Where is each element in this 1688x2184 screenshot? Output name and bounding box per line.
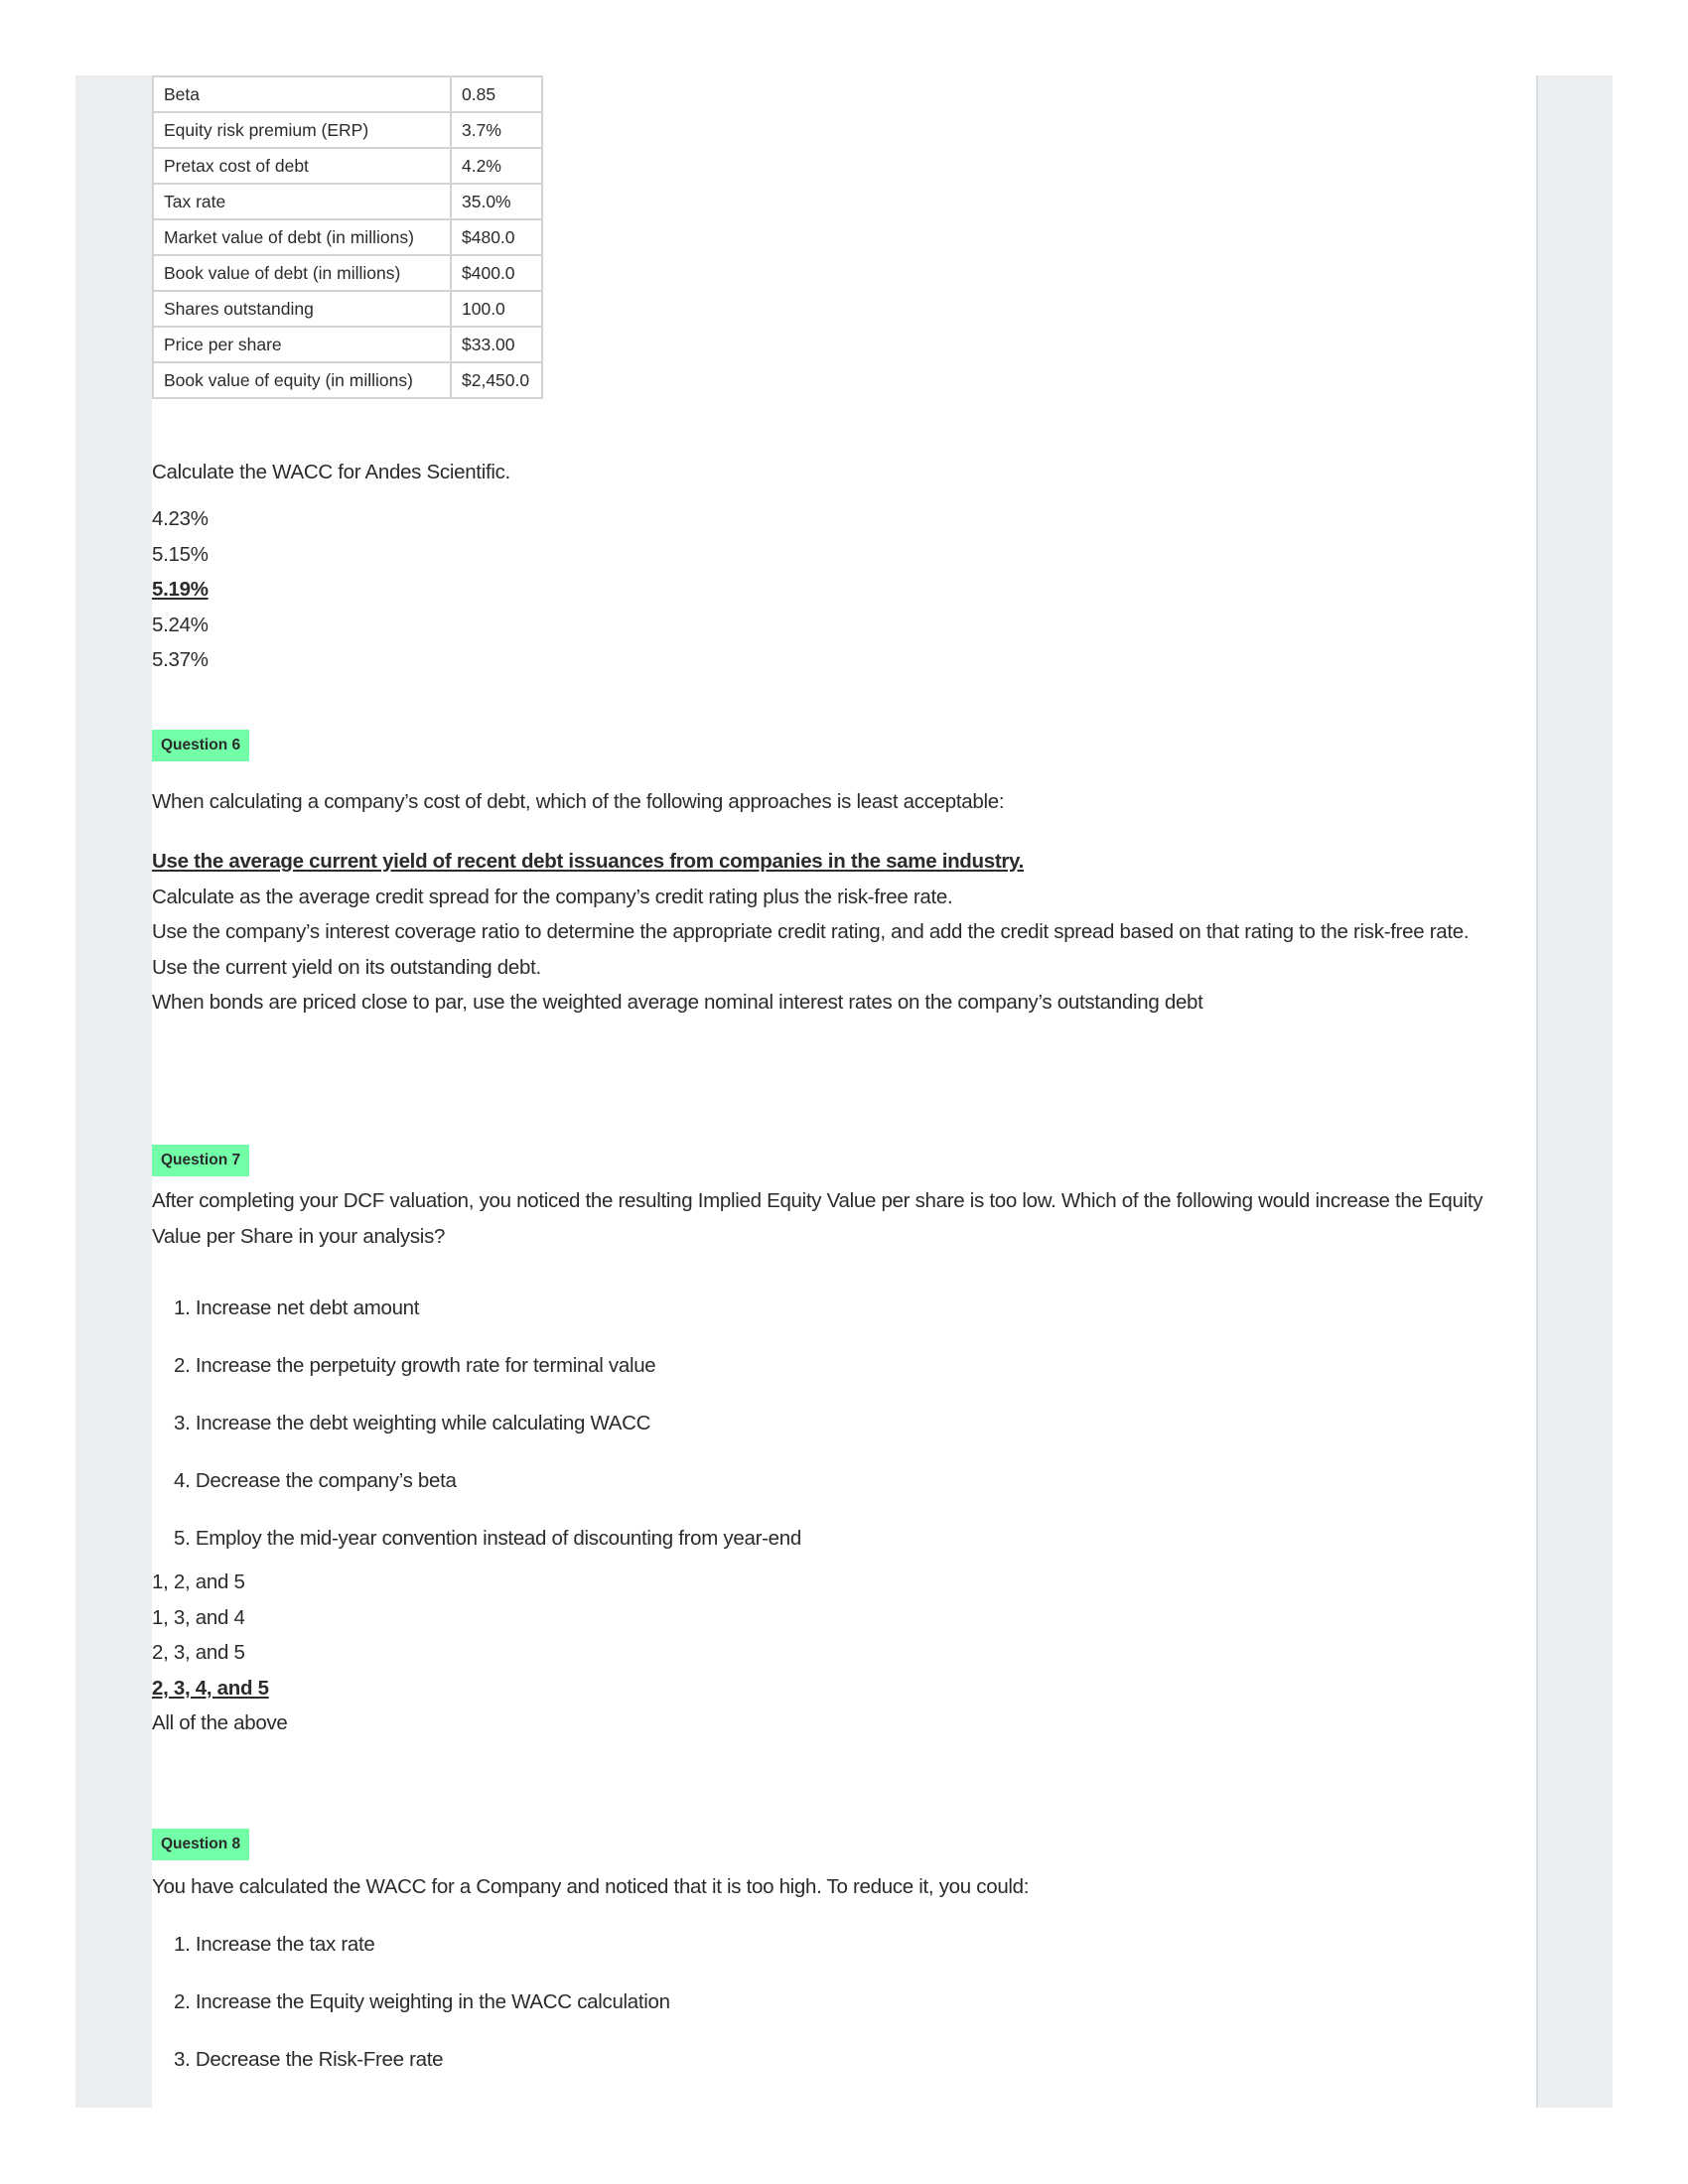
answer-option[interactable]: All of the above — [152, 1711, 288, 1734]
answer-option[interactable]: Calculate as the average credit spread for the company’s credit rating plus the risk-free rate. — [152, 885, 953, 908]
row-label: Tax rate — [153, 184, 451, 219]
question-8-badge: Question 8 — [152, 1829, 249, 1860]
list-item: 1. Increase net debt amount — [174, 1297, 420, 1319]
answer-option[interactable]: 1, 2, and 5 — [152, 1570, 245, 1593]
question-6-badge: Question 6 — [152, 730, 249, 761]
table-row — [153, 255, 542, 291]
row-value: 0.85 — [451, 76, 542, 112]
answer-option[interactable]: When bonds are priced close to par, use the weighted average nominal interest rates on the company’s outstanding debt — [152, 991, 1203, 1014]
table-row — [153, 76, 542, 112]
row-label: Book value of equity (in millions) — [153, 362, 451, 398]
list-item: 5. Employ the mid-year convention instead of discounting from year-end — [174, 1527, 801, 1550]
input-table — [152, 75, 543, 399]
row-value: 100.0 — [451, 291, 542, 327]
list-item: 3. Decrease the Risk-Free rate — [174, 2048, 444, 2071]
row-value: $400.0 — [451, 255, 542, 291]
q5-options — [152, 501, 209, 678]
row-label: Equity risk premium (ERP) — [153, 112, 451, 148]
answer-option[interactable]: 1, 3, and 4 — [152, 1605, 245, 1629]
list-item: 4. Decrease the company’s beta — [174, 1469, 457, 1492]
q6-options — [152, 844, 1522, 1021]
list-item: 3. Increase the debt weighting while calculating WACC — [174, 1412, 651, 1434]
table-row — [153, 219, 542, 255]
left-gutter — [75, 75, 152, 2108]
row-label: Market value of debt (in millions) — [153, 219, 451, 255]
q5-prompt: Calculate the WACC for Andes Scientific. — [152, 461, 510, 483]
answer-option[interactable]: 5.37% — [152, 648, 209, 671]
answer-option-correct[interactable]: Use the average current yield of recent debt issuances from companies in the same industry. — [152, 850, 1025, 873]
q6-prompt: When calculating a company’s cost of debt, which of the following approaches is least acceptable: — [152, 790, 1005, 813]
answer-option[interactable]: 4.23% — [152, 507, 209, 530]
row-value: $2,450.0 — [451, 362, 542, 398]
answer-option[interactable]: 5.15% — [152, 542, 209, 566]
row-label: Price per share — [153, 327, 451, 362]
answer-option-correct[interactable]: 2, 3, 4, and 5 — [152, 1676, 269, 1700]
list-item: 2. Increase the perpetuity growth rate for terminal value — [174, 1354, 656, 1377]
question-7-badge: Question 7 — [152, 1145, 249, 1176]
row-label: Book value of debt (in millions) — [153, 255, 451, 291]
row-value: $480.0 — [451, 219, 542, 255]
table-row — [153, 112, 542, 148]
row-value: 3.7% — [451, 112, 542, 148]
row-value: 35.0% — [451, 184, 542, 219]
table-row — [153, 148, 542, 184]
table-row — [153, 184, 542, 219]
row-label: Beta — [153, 76, 451, 112]
table-row — [153, 291, 542, 327]
row-value: 4.2% — [451, 148, 542, 184]
right-gutter — [1536, 75, 1613, 2108]
q7-options — [152, 1565, 288, 1741]
answer-option-correct[interactable]: 5.19% — [152, 578, 209, 601]
q7-prompt: After completing your DCF valuation, you noticed the resulting Implied Equity Value per share is too low. Which of the following would increase the Equity Value per Share in your analysis? — [152, 1189, 1483, 1248]
list-item: 1. Increase the tax rate — [174, 1933, 375, 1956]
answer-option[interactable]: 2, 3, and 5 — [152, 1641, 245, 1664]
table-row — [153, 362, 542, 398]
table-row — [153, 327, 542, 362]
q8-prompt: You have calculated the WACC for a Company and noticed that it is too high. To reduce it, you could: — [152, 1875, 1030, 1898]
list-item: 2. Increase the Equity weighting in the WACC calculation — [174, 1990, 670, 2013]
row-label: Shares outstanding — [153, 291, 451, 327]
row-label: Pretax cost of debt — [153, 148, 451, 184]
row-value: $33.00 — [451, 327, 542, 362]
document-content — [152, 75, 1536, 2108]
answer-option[interactable]: Use the current yield on its outstanding debt. — [152, 955, 541, 979]
answer-option[interactable]: Use the company’s interest coverage ratio to determine the appropriate credit rating, and add the credit spread based on that rating to the risk-free rate. — [152, 920, 1470, 943]
answer-option[interactable]: 5.24% — [152, 613, 209, 636]
